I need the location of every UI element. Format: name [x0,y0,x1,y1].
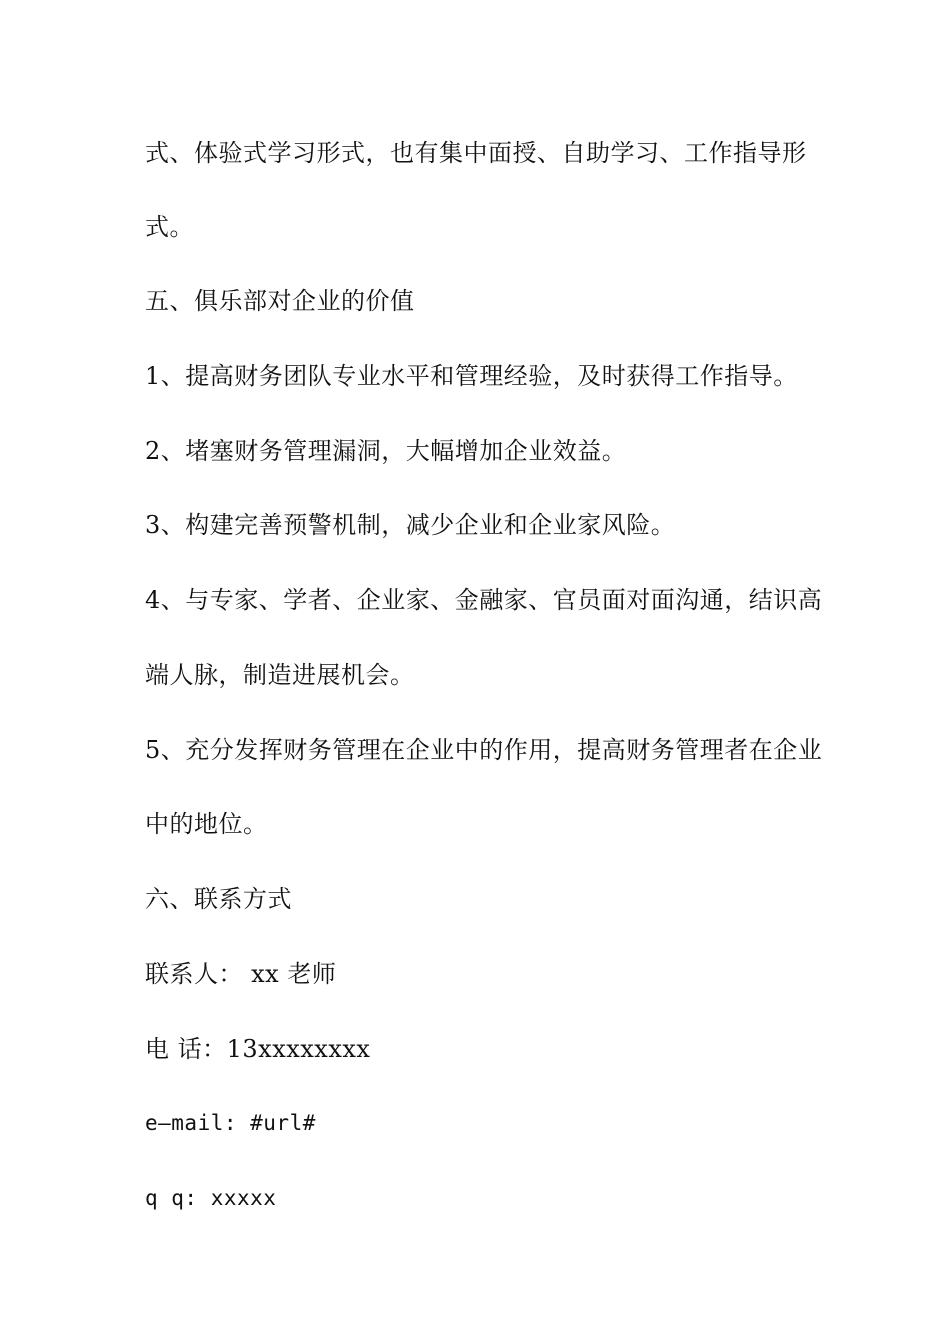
list-item-3: 3、构建完善预警机制，减少企业和企业家风险。 [145,511,676,539]
section-heading-contact: 六、联系方式 [145,885,292,913]
list-item-5-continued: 中的地位。 [145,810,268,838]
contact-email: e—mail: #url# [145,1111,316,1135]
list-item-2: 2、堵塞财务管理漏洞，大幅增加企业效益。 [145,437,627,465]
paragraph-text-line: 式。 [145,213,194,241]
contact-phone: 电 话：13xxxxxxxx [145,1035,371,1063]
contact-person: 联系人： xx 老师 [145,960,337,988]
list-item-5: 5、充分发挥财务管理在企业中的作用，提高财务管理者在企业 [145,736,823,764]
list-item-1: 1、提高财务团队专业水平和管理经验，及时获得工作指导。 [145,362,798,390]
list-item-4: 4、与专家、学者、企业家、金融家、官员面对面沟通，结识高 [145,586,823,614]
paragraph-text-line: 式、体验式学习形式，也有集中面授、自助学习、工作指导形 [145,139,807,167]
list-item-4-continued: 端人脉，制造进展机会。 [145,661,415,689]
section-heading-value: 五、俱乐部对企业的价值 [145,287,415,315]
contact-qq: q q: xxxxx [145,1186,277,1210]
